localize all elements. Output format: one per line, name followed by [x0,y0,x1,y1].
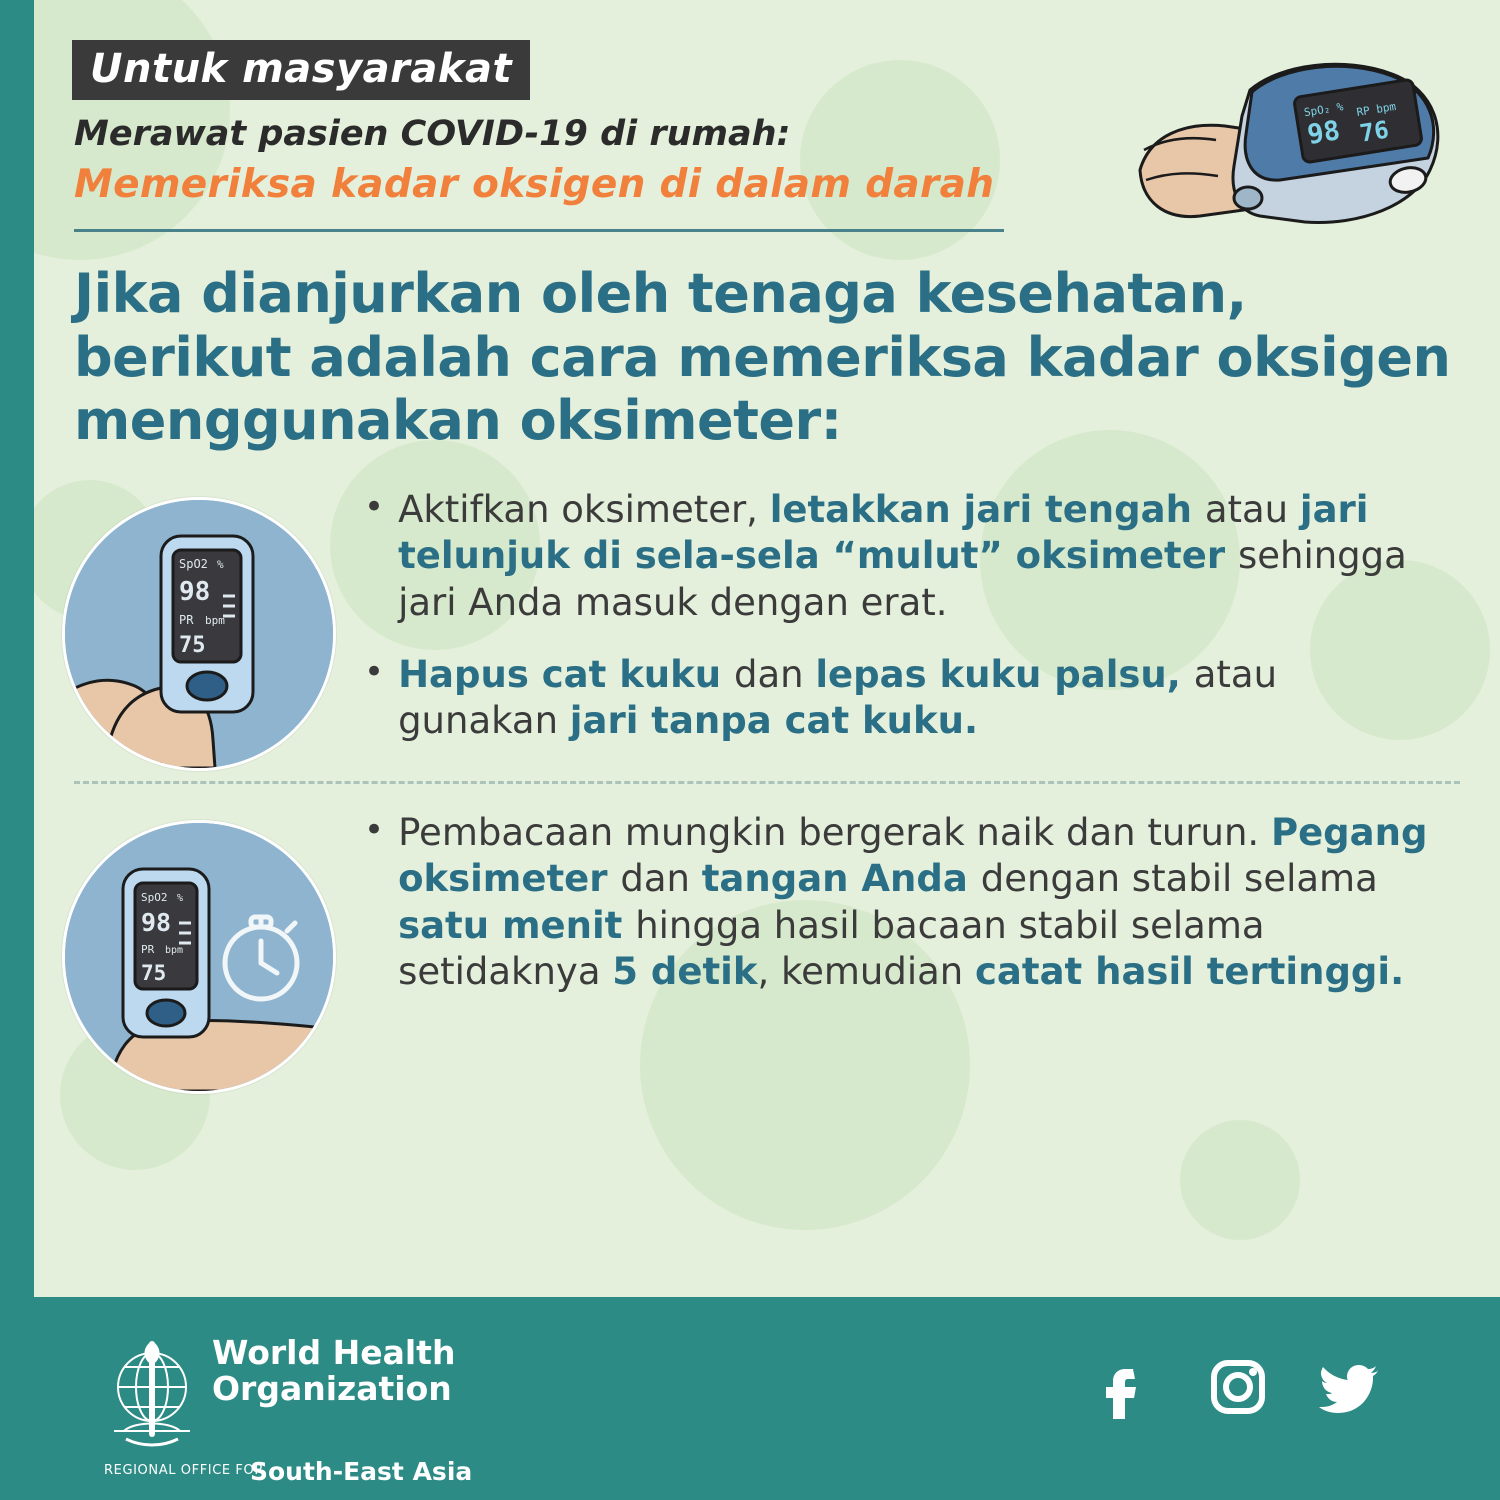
emphasis-text: satu menit [398,903,636,947]
finger-in-oximeter-illustration [62,497,336,771]
who-name [212,1335,455,1406]
regional-office-name: South-East Asia [250,1457,473,1486]
list-item [364,810,1448,995]
device-spo2-value: 98 [1305,115,1343,151]
bullet-dot-icon: • [364,487,385,528]
plain-text: dan [733,652,816,696]
emphasis-text: jari tanpa cat kuku. [569,699,979,743]
who-name-line2: Organization [212,1368,452,1408]
plain-text: atau gunakan [398,652,1278,743]
section-placement [34,487,1500,771]
device-pr-label: RP bpm [1355,99,1397,120]
device-pr-value: 76 [1357,115,1391,148]
who-name-line1: World Health [212,1333,456,1372]
header-topic: Memeriksa kadar oksigen di dalam darah [74,162,995,207]
left-accent-bar [0,0,34,1297]
emphasis-text: tangan Anda [701,857,981,901]
circle2-spo2-value: 98 [141,908,172,938]
circle2-pr-label: PR [141,943,155,957]
header-subtitle: Merawat pasien COVID-19 di rumah: [74,114,791,154]
bullet-text [398,652,1448,745]
oximeter-timer-illustration [62,820,336,1094]
content-area [34,0,1500,1297]
emphasis-text: Hapus cat kuku [398,652,734,696]
header-divider [74,229,1004,232]
plain-text: atau [1204,488,1300,532]
footer-bar [0,1297,1500,1500]
who-logo-icon [104,1335,200,1455]
emphasis-text: jari telunjuk di sela-sela “mulut” oksimeter [398,488,1369,578]
device-spo2-label: SpO₂ % [1303,100,1345,120]
emphasis-text: catat hasil tertinggi. [975,949,1405,993]
audience-kicker: Untuk masyarakat [72,40,530,100]
circle2-percent-unit: % [177,893,184,905]
circle2-spo2-label: SpO2 [141,891,168,905]
bullet-dot-icon: • [364,810,385,851]
emphasis-text: lepas kuku palsu, [815,652,1194,696]
section-placement-bullets [364,487,1500,770]
plain-text: dengan stabil selama [980,857,1378,901]
emphasis-text: 5 detik [612,949,758,993]
list-item [364,487,1448,626]
section-reading-illustration [34,810,364,1094]
emphasis-text: letakkan jari tengah [769,488,1205,532]
circle1-percent-unit: % [217,558,224,572]
circle1-spo2-label: SpO2 [179,557,208,572]
emphasis-text: Pegang oksimeter [398,811,1428,901]
plain-text: , kemudian [757,949,975,993]
bullet-text [398,487,1448,626]
circle1-bpm-unit: bpm [205,614,225,628]
social-links [1086,1349,1390,1425]
circle2-pr-value: 75 [141,961,167,986]
section-reading-bullets [364,810,1500,1021]
regional-office-prefix: REGIONAL OFFICE FOR [104,1463,264,1478]
twitter-icon[interactable] [1314,1349,1390,1425]
plain-text: dan [620,857,702,901]
section-divider [74,781,1460,784]
bullet-text [398,810,1448,995]
bullet-dot-icon: • [364,651,385,692]
section-placement-illustration [34,487,364,771]
section-reading [34,810,1500,1094]
pulse-oximeter-device-illustration [1130,30,1460,280]
plain-text: sehingga jari Anda masuk dengan erat. [398,534,1407,624]
list-item [364,652,1448,745]
instagram-icon[interactable] [1200,1349,1276,1425]
circle1-pr-label: PR [179,613,194,628]
circle1-pr-value: 75 [179,633,206,659]
plain-text: Pembacaan mungkin bergerak naik dan turun. [398,811,1271,855]
plain-text: Aktifkan oksimeter, [398,488,770,532]
circle1-spo2-value: 98 [179,577,211,608]
circle2-bpm-unit: bpm [165,945,184,957]
facebook-icon[interactable] [1086,1349,1162,1425]
plain-text: hingga hasil bacaan stabil selama setidaknya [398,903,1265,993]
page-title: Jika dianjurkan oleh tenaga kesehatan, berikut adalah cara memeriksa kadar oksigen menggunakan oksimeter: [74,262,1451,453]
